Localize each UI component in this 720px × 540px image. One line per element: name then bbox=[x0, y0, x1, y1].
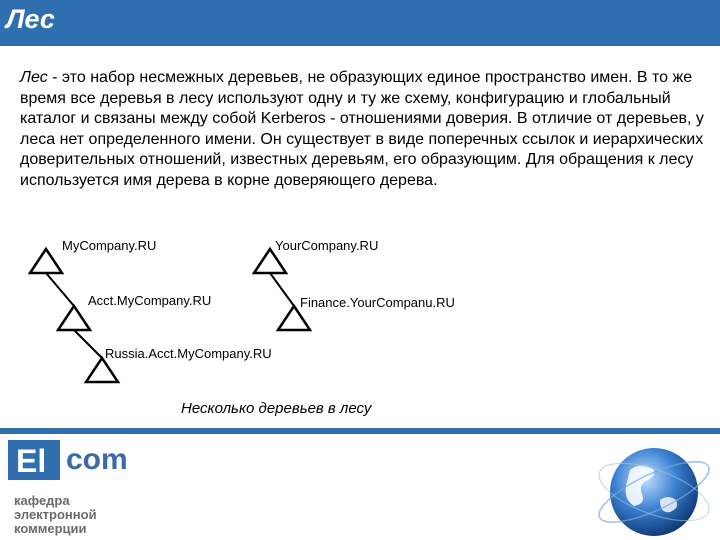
tree-link bbox=[74, 330, 102, 358]
tree-link bbox=[270, 273, 294, 306]
department-line-1: кафедра bbox=[14, 493, 70, 508]
tree-label-grandchild-left: Russia.Acct.MyCompany.RU bbox=[105, 346, 272, 361]
tree-node-icon bbox=[58, 306, 90, 330]
title-bar bbox=[0, 0, 720, 46]
page-title: Лес bbox=[6, 4, 55, 34]
tree-label-root-left: MyCompany.RU bbox=[62, 238, 157, 253]
term: Лес bbox=[20, 69, 48, 86]
forest-diagram bbox=[20, 231, 470, 388]
paragraph-text: - это набор несмежных деревьев, не образующих единое пространство имен. В то же время все деревья в лесу используют одну и ту же схему, конфигурацию и глобальный каталог и связаны между собой Kerberos - отношениями доверия. В отличие от деревьев, у леса нет определенного имени. Он существует в виде поперечных ссылок и иерархических доверительных отношений, известных деревьям, его образующим. Для обращения к лесу используется имя дерева в корне доверяющего дерева. bbox=[20, 69, 704, 189]
department-name bbox=[14, 494, 97, 536]
tree-node-icon bbox=[86, 358, 118, 382]
body-paragraph bbox=[20, 68, 710, 192]
department-line-2: электронной bbox=[14, 507, 97, 522]
tree-link bbox=[46, 273, 74, 306]
department-line-3: коммерции bbox=[14, 521, 87, 536]
logo-el-text: El bbox=[16, 443, 47, 479]
globe-icon bbox=[590, 430, 718, 540]
tree-label-child-right: Finance.YourCompanu.RU bbox=[300, 295, 455, 310]
diagram-caption: Несколько деревьев в лесу bbox=[181, 400, 372, 417]
tree-node-icon bbox=[30, 249, 62, 273]
logo-com-text: com bbox=[66, 443, 128, 476]
tree-label-child-left: Acct.MyCompany.RU bbox=[88, 293, 212, 308]
tree-label-root-right: YourCompany.RU bbox=[275, 238, 379, 253]
